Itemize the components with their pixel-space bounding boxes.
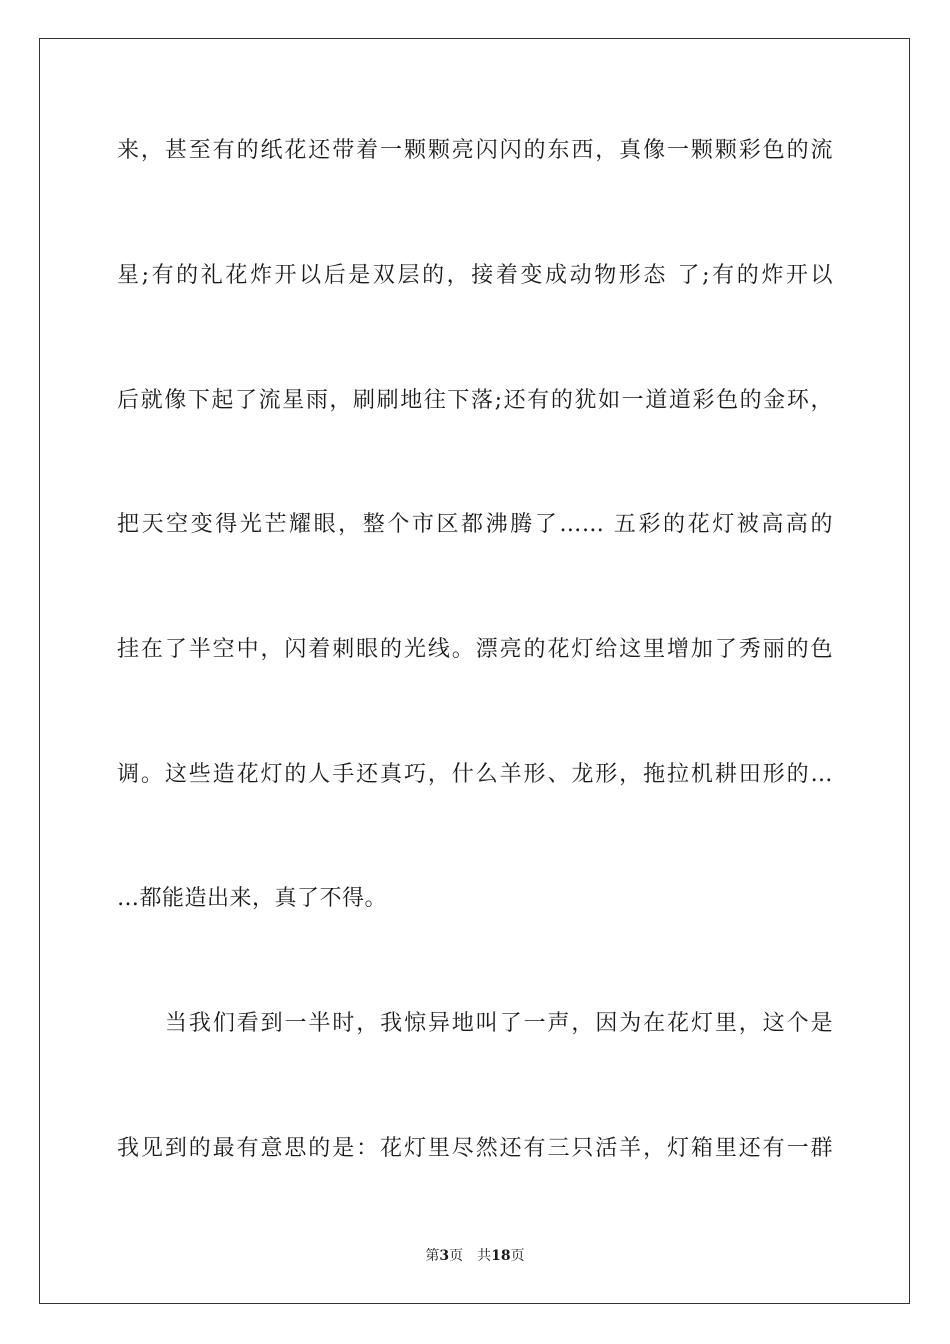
- total-pages: 18: [491, 1248, 511, 1264]
- page-suffix: 页: [449, 1248, 464, 1264]
- total-suffix: 页: [510, 1248, 525, 1264]
- text-line-5: 挂在了半空中，闪着刺眼的光线。漂亮的花灯给这里增加了秀丽的色: [117, 637, 833, 662]
- page-number: 3: [439, 1248, 450, 1264]
- text-line-8: 当我们看到一半时，我惊异地叫了一声，因为在花灯里，这个是: [165, 1011, 833, 1036]
- page-prefix: 第: [425, 1248, 440, 1264]
- total-prefix: 共: [477, 1248, 492, 1264]
- text-line-3: 后就像下起了流星雨，刷刷地往下落;还有的犹如一道道彩色的金环，: [117, 388, 833, 413]
- text-line-2: 星;有的礼花炸开以后是双层的，接着变成动物形态 了;有的炸开以: [117, 263, 833, 288]
- text-line-7: …都能造出来，真了不得。: [117, 886, 388, 911]
- text-line-6: 调。这些造花灯的人手还真巧，什么羊形、龙形，拖拉机耕田形的…: [117, 762, 833, 787]
- page-frame: [39, 38, 910, 1304]
- text-line-1: 来，甚至有的纸花还带着一颗颗亮闪闪的东西，真像一颗颗彩色的流: [117, 138, 833, 163]
- page-footer: [0, 1247, 950, 1265]
- text-line-4: 把天空变得光芒耀眼，整个市区都沸腾了…… 五彩的花灯被高高的: [117, 512, 833, 537]
- text-line-9: 我见到的最有意思的是：花灯里尽然还有三只活羊，灯箱里还有一群: [117, 1136, 833, 1161]
